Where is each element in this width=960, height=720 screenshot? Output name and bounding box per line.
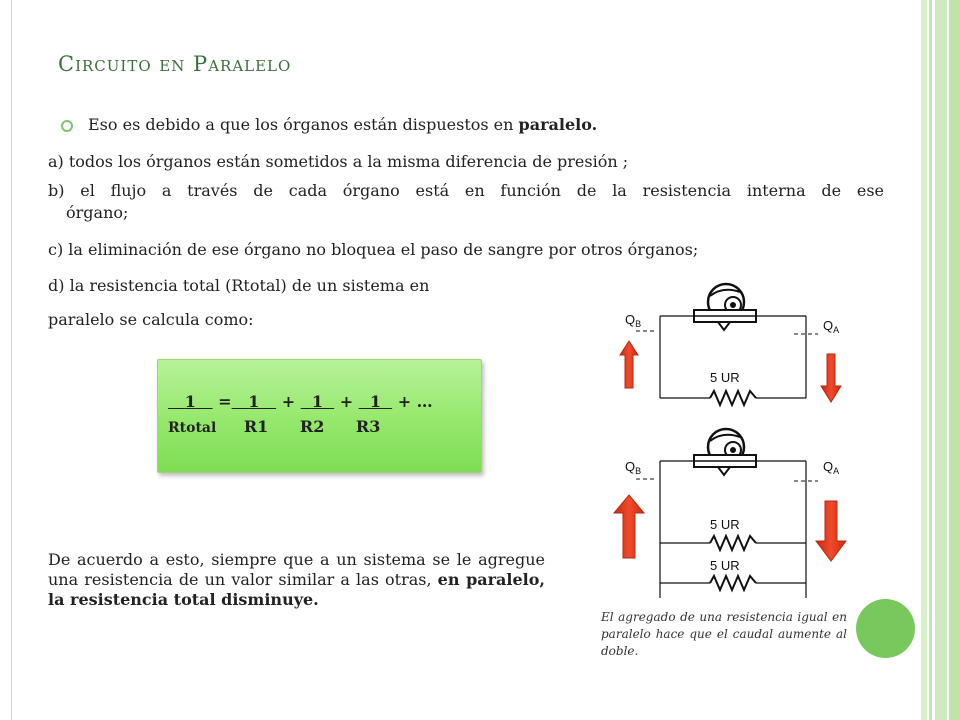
formula-den-r1: R1 <box>243 417 269 436</box>
bullet-text-normal: Eso es debido a que los órganos están dispuestos en <box>88 115 519 134</box>
formula-box <box>157 359 482 473</box>
qa-label-bottom: $Q_A$ <box>823 459 840 476</box>
arrow-up-icon <box>614 495 644 558</box>
right-stripe-3 <box>935 0 947 720</box>
bullet-text-bold: paralelo. <box>518 115 598 134</box>
circuit-diagrams <box>598 278 860 602</box>
circuit-bottom <box>614 429 846 598</box>
conclusion-normal: De acuerdo a esto, siempre que a un sistema se le agregue una resistencia de un valor similar a las otras, <box>48 550 545 589</box>
qb-label-top: $Q_B$ <box>625 312 642 329</box>
formula-den-total: Rtotal <box>168 420 217 436</box>
formula-numerators <box>168 392 433 411</box>
resistor-label-bottom-2: 5 UR <box>710 558 740 573</box>
right-stripe-2 <box>929 0 932 720</box>
right-stripe-4 <box>949 0 960 720</box>
qa-label-top: $Q_A$ <box>823 318 840 335</box>
formula-den-r2: R2 <box>299 417 325 436</box>
resistor-icon <box>710 536 756 550</box>
formula-num-r3: 1 <box>369 392 381 411</box>
frame-left-line <box>11 0 12 720</box>
formula-plus-more: + … <box>397 392 433 411</box>
formula-plus-2: + <box>339 392 354 411</box>
resistor-icon <box>710 576 756 590</box>
item-b-line1: b) el flujo a través de cada órgano está en función de la resistencia interna de ese <box>48 181 884 200</box>
resistor-icon <box>710 391 756 405</box>
pump-icon <box>694 284 756 330</box>
bullet-text <box>88 114 597 136</box>
formula-denominators <box>168 417 380 436</box>
conclusion-text <box>48 550 545 610</box>
item-d-line2: paralelo se calcula como: <box>48 310 254 329</box>
item-d-line1: d) la resistencia total (Rtotal) de un sistema en <box>48 276 430 295</box>
pump-icon <box>694 429 756 475</box>
arrow-down-icon <box>816 501 846 561</box>
formula-equals: = <box>218 392 232 411</box>
arrow-up-icon <box>620 341 638 388</box>
slide-title: Circuito en Paralelo <box>58 52 292 76</box>
item-b <box>48 180 884 224</box>
arrow-down-icon <box>821 354 841 402</box>
right-stripe-1 <box>921 0 927 720</box>
formula-num-total: 1 <box>184 392 196 411</box>
formula-num-r2: 1 <box>311 392 323 411</box>
item-c: c) la eliminación de ese órgano no bloquea el paso de sangre por otros órganos; <box>48 240 699 259</box>
resistor-label-bottom-1: 5 UR <box>710 517 740 532</box>
conclusion-bold: en paralelo, la resistencia total disminuye. <box>48 570 545 609</box>
circuit-top <box>620 284 841 405</box>
diagram-caption: El agregado de una resistencia igual en paralelo hace que el caudal aumente al doble. <box>601 610 847 658</box>
item-a: a) todos los órganos están sometidos a la misma diferencia de presión ; <box>48 152 629 171</box>
formula-den-r3: R3 <box>355 417 381 436</box>
bullet-icon <box>61 120 73 132</box>
qb-label-bottom: $Q_B$ <box>625 459 642 476</box>
item-b-line2: órgano; <box>66 203 129 222</box>
formula-num-r1: 1 <box>248 392 260 411</box>
resistor-label-top: 5 UR <box>710 370 740 385</box>
formula-plus-1: + <box>281 392 296 411</box>
decorative-circle <box>856 599 915 658</box>
